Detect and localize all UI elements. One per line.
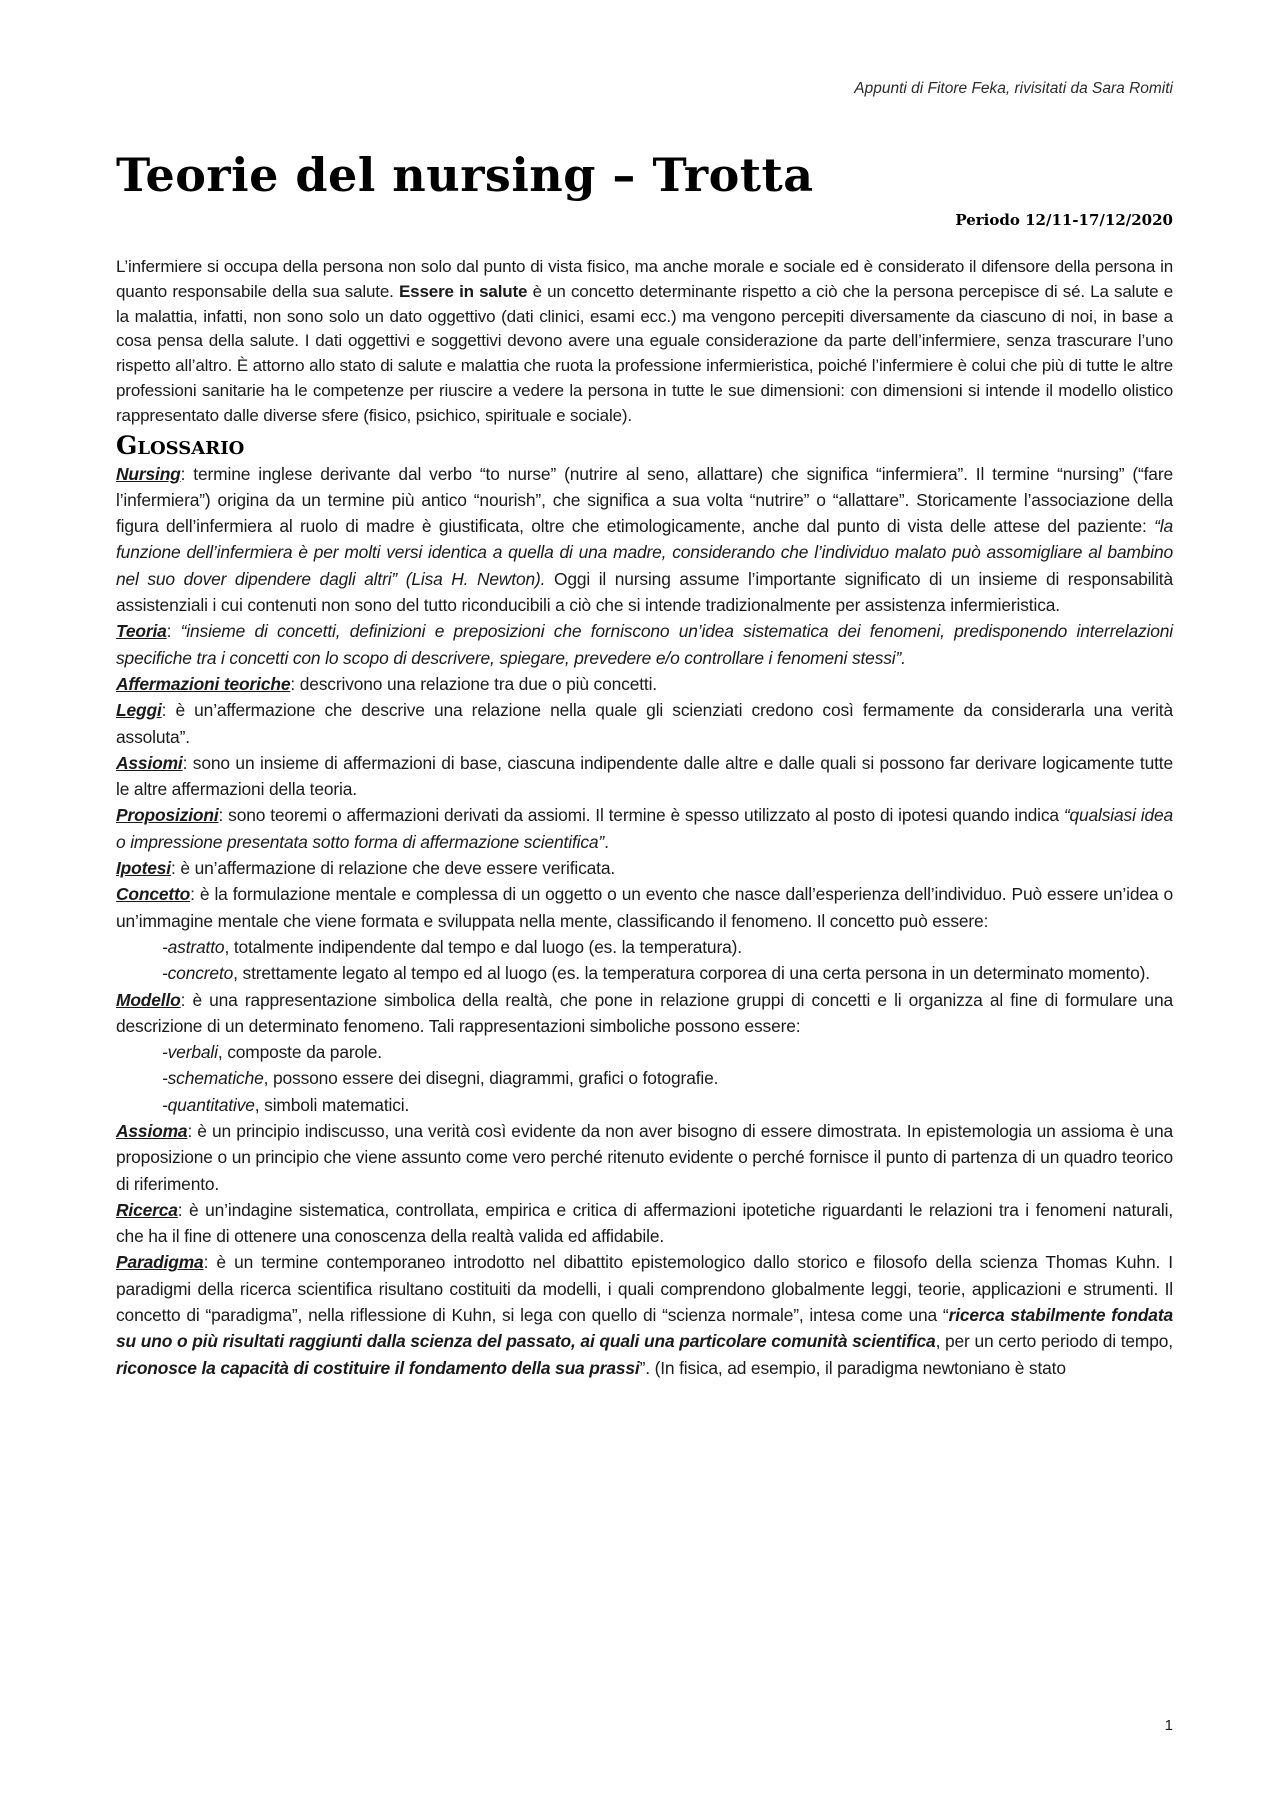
definition-text: : è un’indagine sistematica, controllata, empirica e critica di affermazioni ipotetiche riguardanti le relazioni tra i fenomeni naturali, che ha il fine di ottenere una conoscenza della realtà valida ed affidabile. [116,1199,1173,1247]
glossary-heading: Glossario [116,430,245,460]
entry-modello [116,987,1173,1040]
entry-nursing [116,461,1173,619]
definition-text: : sono teoremi o affermazioni derivati da assiomi. Il termine è spesso utilizzato al posto di ipotesi quando indica [218,805,1064,826]
intro-paragraph [116,255,1173,429]
entry-affermazioni-teoriche [116,671,1173,697]
term-leggi: Leggi [116,700,162,721]
definition-text: : è un termine contemporaneo introdotto nel dibattito epistemologico dallo storico e filosofo della scienza Thomas Kuhn. I paradigmi della ricerca scientifica risultano costituiti da modelli, i quali comprendono globalmente leggi, teorie, applicazioni e strumenti. Il concetto di “paradigma”, nella riflessione di Kuhn, si lega con quello di “scienza normale”, intesa come una “ [116,1252,1173,1326]
definition-text: : [166,621,181,642]
page-number: 1 [1164,1717,1173,1734]
list-item-text: , strettamente legato al tempo ed al luogo (es. la temperatura corporea di una certa persona in un determinato momento). [233,963,1150,984]
entry-proposizioni [116,802,1173,855]
list-item-label: -schematiche [162,1068,264,1089]
intro-text: L’infermiere si occupa della persona non solo dal punto di vista fisico, ma anche morale e sociale ed è considerato il difensore della persona in quanto responsabile della sua salute. [116,257,1173,301]
definition-text: : termine inglese derivante dal verbo “to nurse” (nutrire al seno, allattare) che significa “infermiera”. Il termine “nursing” (“fare l’infermiera”) origina da un termine più antico “nourish”, che significa a sua volta “nutrire” o “allattare”. Storicamente l’associazione della figura dell’infermiera al ruolo di madre è giustificata, oltre che etimologicamente, anche dal punto di vista delle attese del paziente: [116,463,1173,537]
list-item-text: , totalmente indipendente dal tempo e dal luogo (es. la temperatura). [224,936,742,957]
list-item-text: , simboli matematici. [254,1094,410,1115]
list-item [116,934,1173,960]
definition-text: , per un certo periodo di tempo, [935,1331,1173,1352]
term-assioma: Assioma [116,1121,188,1141]
term-proposizioni: Proposizioni [116,805,219,826]
definition-text: : sono un insieme di affermazioni di base, ciascuna indipendente dalle altre e dalle quali si possono far derivare logicamente tutte le altre affermazioni della teoria. [116,752,1173,800]
term-affermazioni-teoriche: Affermazioni teoriche [116,673,291,694]
entry-paradigma [116,1249,1173,1380]
emphasis-text: ricerca stabilmente fondata su uno o più risultati raggiunti dalla scienza del passato, ai quali una particolare comunità scientifica [116,1305,1173,1352]
list-item [116,960,1173,986]
period-label: Periodo 12/11-17/12/2020 [955,211,1173,229]
emphasis-text: riconosce la capacità di costituire il fondamento della sua prassi [116,1357,640,1378]
list-item-label: -concreto [162,963,234,984]
definition-text: : è la formulazione mentale e complessa di un oggetto o un evento che nasce dall’esperienza dell’individuo. Può essere un’idea o un’immagine mentale che viene formata e sviluppata nella mente, classificando il fenomeno. Il concetto può essere: [116,884,1173,931]
intro-text-2: è un concetto determinante rispetto a ciò che la persona percepisce di sé. La salute e la malattia, infatti, non sono solo un dato oggettivo (dati clinici, esami ecc.) ma vengono percepiti diversamente da ciascuno di noi, in base a cosa pensa della salute. I dati oggettivi e soggettivi devono avere una eguale considerazione da parte dell’infermiere, senza trascurare l’uno rispetto all’altro. È attorno allo stato di salute e malattia che ruota la professione infermieristica, poiché l’infermiere è colui che più di tutte le altre professioni sanitarie ha le competenze per riuscire a vedere la persona in tutte le sue dimensioni: con dimensioni si intende il modello olistico rappresentato dalle diverse sfere (fisico, psichico, spirituale e sociale). [116,281,1174,425]
term-assiomi: Assiomi [116,752,183,773]
definition-text: : descrivono una relazione tra due o più concetti. [290,673,657,694]
list-item-label: -astratto [162,936,225,957]
list-item-label: -quantitative [162,1094,255,1115]
term-ipotesi: Ipotesi [116,858,171,879]
list-item [116,1039,1173,1065]
definition-text: . [604,831,609,852]
content [116,255,1173,1381]
list-item [116,1065,1173,1091]
quote-text: “qualsiasi idea o impressione presentata sotto forma di affermazione scientifica” [116,805,1174,852]
definition-text: : è una rappresentazione simbolica della realtà, che pone in relazione gruppi di concetti e li organizza al fine di formulare una descrizione di un determinato fenomeno. Tali rappresentazioni simboliche possono essere: [116,989,1173,1036]
definition-text: : è un’affermazione di relazione che deve essere verificata. [171,858,616,879]
definition-text: : è un principio indiscusso, una verità così evidente da non aver bisogno di essere dimostrata. In epistemologia un assioma è una proposizione o un principio che viene assunto come vero perché ritenuto evidente o perché fornisce il punto di partenza di un quadro teorico di riferimento. [116,1121,1173,1194]
entry-ipotesi [116,855,1173,881]
list-item [116,1092,1173,1118]
list-item-text: , composte da parole. [217,1042,382,1063]
entry-teoria [116,618,1173,671]
term-teoria: Teoria [116,621,167,642]
quote-text: “la funzione dell’infermiera è per molti versi identica a quella di una madre, considerando che l’individuo malato può assomigliare al bambino nel suo dover dipendere dagli altri” (Lisa H. Newton). [116,516,1173,589]
entry-assioma [116,1118,1173,1197]
quote-text: “insieme di concetti, definizioni e preposizioni che forniscono un’idea sistematica dei fenomeni, predisponendo interrelazioni specifiche tra i concetti con lo scopo di descrivere, spiegare, prevedere e/o controllare i fenomeni stessi”. [116,621,1173,668]
entry-assiomi [116,750,1173,803]
term-modello: Modello [116,989,181,1010]
definition-text: : è un’affermazione che descrive una relazione nella quale gli scienziati credono così fermamente da considerarla una verità assoluta”. [116,700,1173,747]
intro-bold: Essere in salute [398,281,528,301]
term-paradigma: Paradigma [116,1252,204,1273]
definition-text: ”. (In fisica, ad esempio, il paradigma newtoniano è stato [639,1357,1066,1378]
term-nursing: Nursing [116,463,181,484]
entry-leggi [116,697,1173,750]
header-note: Appunti di Fitore Feka, rivisitati da Sara Romiti [854,80,1173,97]
list-item-label: -verbali [162,1042,218,1063]
list-item-text: , possono essere dei disegni, diagrammi, grafici o fotografie. [263,1068,719,1089]
entry-concetto [116,881,1173,934]
term-concetto: Concetto [116,884,191,905]
definition-text: Oggi il nursing assume l’importante significato di un insieme di responsabilità assistenziali i cui contenuti non sono del tutto riconducibili a ciò che si intende tradizionalmente per assistenza infermieristica. [116,568,1173,616]
term-ricerca: Ricerca [116,1199,178,1220]
page-title: Teorie del nursing – Trotta [116,148,814,202]
entry-ricerca [116,1197,1173,1250]
